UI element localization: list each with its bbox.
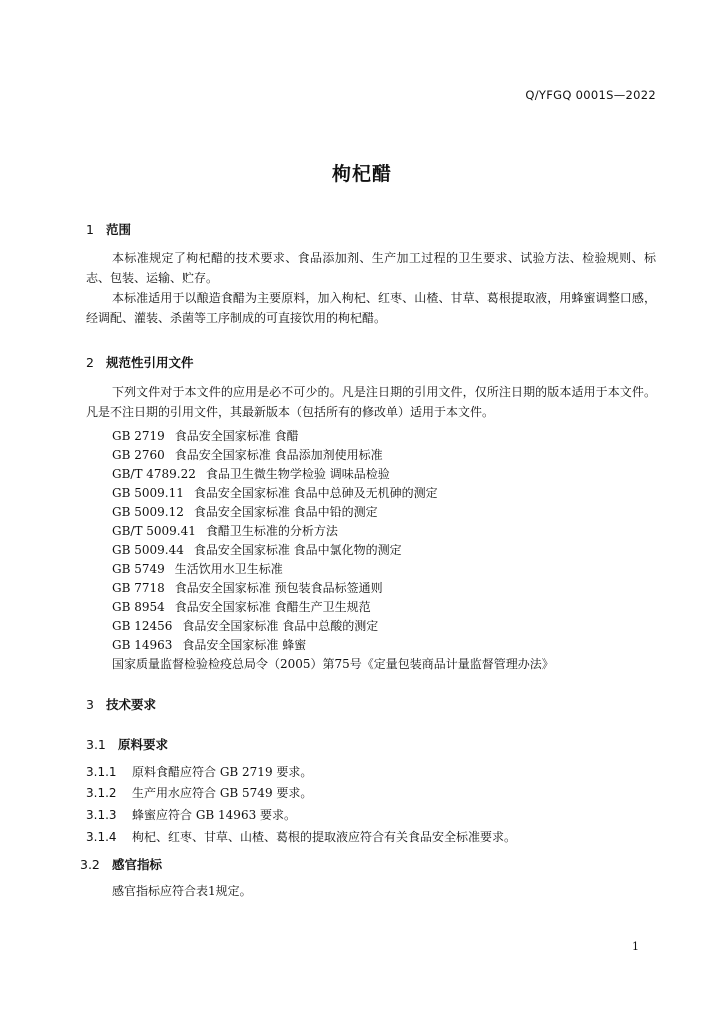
section-number: 3.2 bbox=[80, 857, 100, 872]
reference-item: GB 12456 食品安全国家标准 食品中总酸的测定 bbox=[112, 619, 379, 633]
section-1-heading bbox=[86, 220, 131, 238]
reference-item: GB 5009.11 食品安全国家标准 食品中总砷及无机砷的测定 bbox=[112, 486, 438, 500]
reference-item: GB 14963 食品安全国家标准 蜂蜜 bbox=[112, 638, 307, 652]
section-title: 规范性引用文件 bbox=[106, 355, 194, 370]
section-title: 感官指标 bbox=[112, 857, 163, 872]
references-intro: 下列文件对于本文件的应用是必不可少的。凡是注日期的引用文件，仅所注日期的版本适用于本文件。凡是不注日期的引用文件，其最新版本（包括所有的修改单）适用于本文件。 bbox=[86, 385, 656, 419]
scope-paragraph-2: 本标准适用于以酿造食醋为主要原料，加入枸杞、红枣、山楂、甘草、葛根提取液，用蜂蜜调整口感，经调配、灌装、杀菌等工序制成的可直接饮用的枸杞醋。 bbox=[86, 291, 656, 325]
section-number: 1 bbox=[86, 222, 94, 237]
section-title: 范围 bbox=[106, 222, 132, 237]
reference-item: GB 5009.44 食品安全国家标准 食品中氯化物的测定 bbox=[112, 543, 402, 557]
section-2-heading bbox=[86, 353, 194, 371]
section-number: 3 bbox=[86, 697, 94, 712]
section-3-2-heading bbox=[80, 855, 162, 873]
reference-item: GB 2719 食品安全国家标准 食醋 bbox=[112, 429, 299, 443]
reference-item: GB 8954 食品安全国家标准 食醋生产卫生规范 bbox=[112, 600, 371, 614]
section-number: 2 bbox=[86, 355, 94, 370]
reference-item: GB 5749 生活饮用水卫生标准 bbox=[112, 562, 283, 576]
sensory-requirement-text: 感官指标应符合表1规定。 bbox=[112, 884, 252, 898]
clause-3-1-1: 3.1.1 原料食醋应符合 GB 2719 要求。 bbox=[86, 765, 313, 779]
document-title: 枸杞醋 bbox=[331, 163, 392, 185]
reference-item: GB 7718 食品安全国家标准 预包装食品标签通则 bbox=[112, 581, 383, 595]
reference-item: GB/T 5009.41 食醋卫生标准的分析方法 bbox=[112, 524, 338, 538]
clause-3-1-2: 3.1.2 生产用水应符合 GB 5749 要求。 bbox=[86, 786, 313, 800]
section-title: 技术要求 bbox=[106, 697, 157, 712]
clause-3-1-4: 3.1.4 枸杞、红枣、甘草、山楂、葛根的提取液应符合有关食品安全标准要求。 bbox=[86, 830, 517, 844]
section-3-heading bbox=[86, 695, 156, 713]
section-number: 3.1 bbox=[86, 737, 106, 752]
section-title: 原料要求 bbox=[118, 737, 169, 752]
page-number: 1 bbox=[632, 940, 639, 953]
reference-item: GB 5009.12 食品安全国家标准 食品中铅的测定 bbox=[112, 505, 378, 519]
scope-paragraph-1: 本标准规定了枸杞醋的技术要求、食品添加剂、生产加工过程的卫生要求、试验方法、检验规则、标志、包装、运输、贮存。 bbox=[86, 251, 656, 285]
clause-3-1-3: 3.1.3 蜂蜜应符合 GB 14963 要求。 bbox=[86, 808, 297, 822]
reference-list bbox=[112, 427, 554, 674]
reference-item: 国家质量监督检验检疫总局令（2005）第75号《定量包装商品计量监督管理办法》 bbox=[112, 657, 554, 671]
reference-item: GB 2760 食品安全国家标准 食品添加剂使用标准 bbox=[112, 448, 383, 462]
standard-code: Q/YFGQ 0001S—2022 bbox=[525, 88, 656, 102]
section-3-1-heading bbox=[86, 735, 168, 753]
reference-item: GB/T 4789.22 食品卫生微生物学检验 调味品检验 bbox=[112, 467, 390, 481]
